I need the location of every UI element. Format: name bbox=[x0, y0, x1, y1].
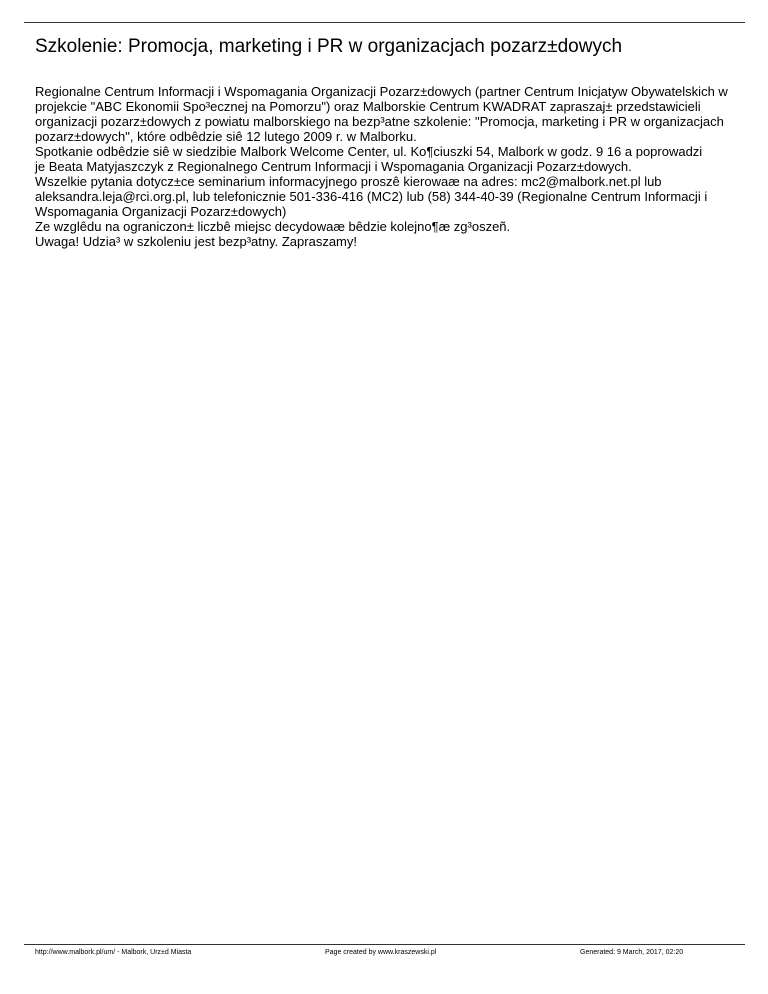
paragraph-seating-notice bbox=[35, 219, 735, 234]
text-line: pozarz±dowych", które odbêdzie siê 12 lutego 2009 r. w Malborku. bbox=[35, 129, 417, 144]
page-title: Szkolenie: Promocja, marketing i PR w organizacjach pozarz±dowych bbox=[35, 36, 623, 57]
text-line: projekcie "ABC Ekonomii Spo³ecznej na Pomorzu") oraz Malborskie Centrum KWADRAT zapraszaj± przedstawicieli bbox=[35, 99, 701, 114]
text-line: Regionalne Centrum Informacji i Wspomagania Organizacji Pozarz±dowych (partner Centrum Inicjatyw Obywatelskich w bbox=[35, 84, 728, 99]
text-line: Ze wzglêdu na ograniczon± liczbê miejsc decydowaæ bêdzie kolejno¶æ zg³oszeñ. bbox=[35, 219, 511, 234]
text-line: aleksandra.leja@rci.org.pl, lub telefonicznie 501-336-416 (MC2) lub (58) 344-40-39 (Regionalne Centrum Informacji i bbox=[35, 189, 708, 204]
article-body bbox=[35, 84, 735, 249]
text-line: Wspomagania Organizacji Pozarz±dowych) bbox=[35, 204, 287, 219]
paragraph-venue-contact bbox=[35, 144, 735, 219]
text-line: Uwaga! Udzia³ w szkoleniu jest bezp³atny. Zapraszamy! bbox=[35, 234, 357, 249]
text-line: Spotkanie odbêdzie siê w siedzibie Malbork Welcome Center, ul. Ko¶ciuszki 54, Malbork w godz. 9 16 a poprowadzi bbox=[35, 144, 703, 159]
bottom-divider bbox=[24, 944, 745, 945]
text-line: organizacji pozarz±dowych z powiatu malborskiego na bezp³atne szkolenie: "Promocja, marketing i PR w organizacjach bbox=[35, 114, 724, 129]
text-line: Wszelkie pytania dotycz±ce seminarium informacyjnego proszê kierowaæ na adres: mc2@malbork.net.pl lub bbox=[35, 174, 662, 189]
paragraph-free-notice bbox=[35, 234, 735, 249]
paragraph-intro bbox=[35, 84, 735, 144]
text-line: je Beata Matyjaszczyk z Regionalnego Centrum Informacji i Wspomagania Organizacji Pozarz±dowych. bbox=[35, 159, 632, 174]
footer-generated-date: Generated: 9 March, 2017, 02:20 bbox=[580, 949, 684, 956]
top-divider bbox=[24, 22, 745, 23]
footer-source: http://www.malbork.pl/um/ - Malbork, Urz±d Miasta bbox=[35, 949, 192, 956]
footer-credit: Page created by www.kraszewski.pl bbox=[325, 949, 437, 956]
